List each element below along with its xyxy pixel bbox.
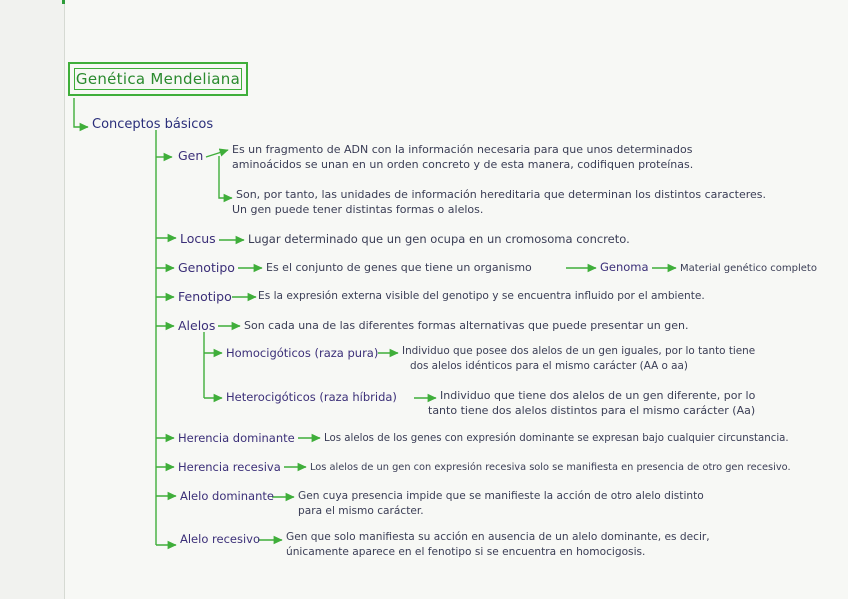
title-box xyxy=(68,62,248,96)
alelo-dominante-line1: Gen cuya presencia impide que se manifieste la acción de otro alelo distinto xyxy=(298,490,704,502)
alelo-recesivo-line2: únicamente aparece en el fenotipo si se encuentra en homocigosis. xyxy=(286,546,646,558)
heterocigoticos-line1: Individuo que tiene dos alelos de un gen diferente, por lo xyxy=(440,389,756,402)
term-heterocigoticos: Heterocigóticos (raza híbrida) xyxy=(226,390,397,404)
gen-definition-line1: Es un fragmento de ADN con la información necesaria para que unos determinados xyxy=(232,143,693,156)
term-herencia-recesiva: Herencia recesiva xyxy=(178,460,281,474)
alelo-dominante-line2: para el mismo carácter. xyxy=(298,505,424,517)
page-title: Genética Mendeliana xyxy=(75,70,241,88)
term-homocigoticos: Homocigóticos (raza pura) xyxy=(226,346,379,360)
term-herencia-dominante: Herencia dominante xyxy=(178,431,295,445)
term-alelo-recesivo: Alelo recesivo xyxy=(180,532,261,546)
herencia-recesiva-definition: Los alelos de un gen con expresión recesiva solo se manifiesta en presencia de otro gen recesivo. xyxy=(310,462,791,473)
homocigoticos-line1: Individuo que posee dos alelos de un gen iguales, por lo tanto tiene xyxy=(402,345,756,357)
fenotipo-definition: Es la expresión externa visible del genotipo y se encuentra influido por el ambiente. xyxy=(258,290,705,302)
term-fenotipo: Fenotipo xyxy=(178,289,232,304)
binder-tick xyxy=(62,0,65,4)
herencia-dominante-definition: Los alelos de los genes con expresión dominante se expresan bajo cualquier circunstancia. xyxy=(324,433,789,444)
page-edge xyxy=(0,0,64,599)
genoma-definition: Material genético completo xyxy=(680,263,817,274)
term-genotipo: Genotipo xyxy=(178,260,235,275)
term-genoma: Genoma xyxy=(600,260,649,274)
alelo-recesivo-line1: Gen que solo manifiesta su acción en ausencia de un alelo dominante, es decir, xyxy=(286,531,710,543)
term-locus: Locus xyxy=(180,231,216,246)
homocigoticos-line2: dos alelos idénticos para el mismo carácter (AA o aa) xyxy=(410,360,688,372)
margin-line xyxy=(64,0,65,599)
locus-definition: Lugar determinado que un gen ocupa en un cromosoma concreto. xyxy=(248,232,630,246)
heterocigoticos-line2: tanto tiene dos alelos distintos para el mismo carácter (Aa) xyxy=(428,404,756,417)
term-alelo-dominante: Alelo dominante xyxy=(180,489,274,503)
alelos-definition: Son cada una de las diferentes formas alternativas que puede presentar un gen. xyxy=(244,319,689,332)
gen-definition-line2: aminoácidos se unan en un orden concreto y de esta manera, codifiquen proteínas. xyxy=(232,158,694,171)
genotipo-definition: Es el conjunto de genes que tiene un organismo xyxy=(266,261,532,274)
section-heading: Conceptos básicos xyxy=(92,117,214,132)
term-alelos: Alelos xyxy=(178,318,216,333)
gen-units-line1: Son, por tanto, las unidades de información hereditaria que determinan los distintos caracteres. xyxy=(236,188,767,201)
term-gen: Gen xyxy=(178,148,204,163)
gen-units-line2: Un gen puede tener distintas formas o alelos. xyxy=(232,203,484,216)
